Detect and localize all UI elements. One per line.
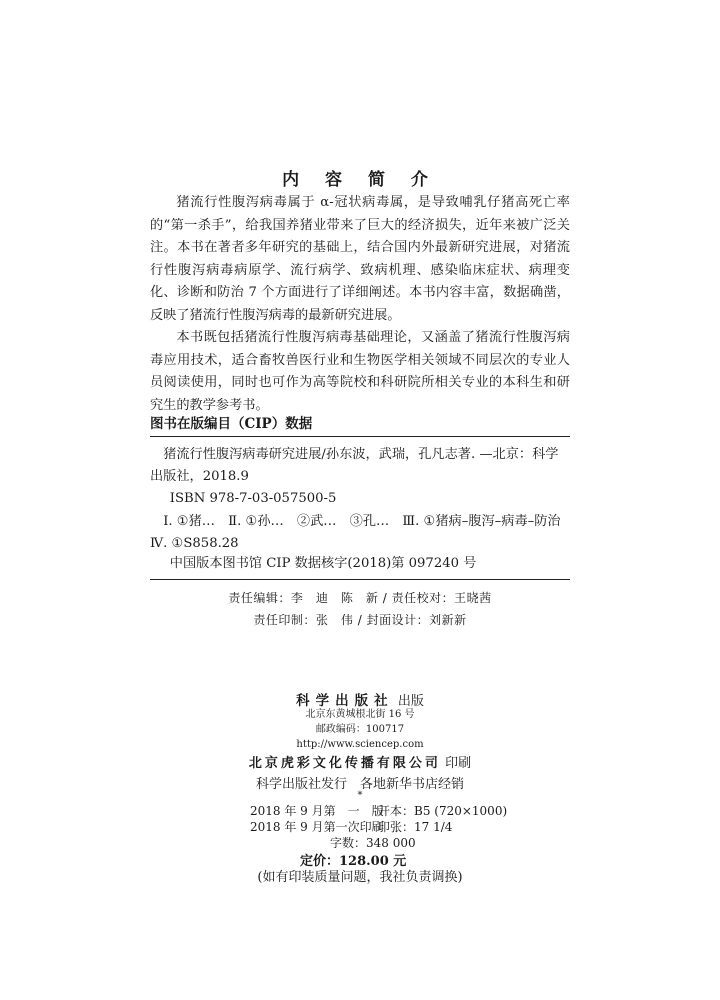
printing-info: 2018 年 9 月第一次印刷 (250, 820, 384, 834)
production-credits: 责任印制：张 伟 / 封面设计：刘新新 (253, 613, 467, 627)
editor-credits: 责任编辑：李 迪 陈 新 / 责任校对：王晓茜 (228, 591, 492, 605)
cip-description: 猪流行性腹泻病毒研究进展/孙东波，武瑞，孔凡志著. —北京：科学出版社，2018.9 (150, 447, 559, 484)
word-count: 字数：348 000 (330, 836, 416, 850)
sheets-info: 印张：17 1/4 (378, 820, 453, 834)
spec-row-1 (250, 803, 550, 819)
price-label: 定价： (300, 854, 340, 869)
summary-paragraph-1: 猪流行性腹泻病毒属于 α-冠状病毒属，是导致哺乳仔猪高死亡率的“第一杀手”，给我国养猪业带来了巨大的经济损失，近年来被广泛关注。本书在著者多年研究的基础上，结合国内外最新研究进展，对猪流行性腹泻病毒病原学、流行病学、致病机理、感染临床症状、病理变化、诊断和防治 7 个方面进行了详细阐述。本书内容丰富，数据确凿，反映了猪流行性腹泻病毒的最新研究进展。 (150, 195, 570, 323)
summary-body (150, 192, 570, 417)
cip-heading: 图书在版编目（CIP）数据 (150, 416, 313, 432)
printer-suffix: 印刷 (445, 756, 472, 771)
separator-star: * (357, 790, 363, 801)
quality-notice: (如有印装质量问题，我社负责调换) (257, 870, 463, 885)
cip-data-number: 中国版本图书馆 CIP 数据核字(2018)第 097240 号 (169, 556, 477, 571)
summary-paragraph-2: 本书既包括猪流行性腹泻病毒基础理论，又涵盖了猪流行性腹泻病毒应用技术，适合畜牧兽医行业和生物医学相关领域不同层次的专业人员阅读使用，同时也可作为高等院校和科研院所相关专业的本科生和研究生的教学参考书。 (150, 330, 570, 413)
format-info: 开本：B5 (720×1000) (378, 804, 508, 818)
cip-top-divider (150, 436, 570, 437)
publisher-name: 科学出版社 (296, 693, 394, 709)
cip-classification: Ⅰ. ①猪… Ⅱ. ①孙… ②武… ③孔… Ⅲ. ①猪病–腹泻–病毒–防治 Ⅳ. ①S858.28 (150, 514, 574, 551)
publisher-address: 北京东黄城根北街 16 号 (305, 709, 415, 720)
printer-line (0, 752, 720, 771)
cip-isbn: ISBN 978-7-03-057500-5 (169, 491, 337, 506)
postal-code: 邮政编码：100717 (315, 724, 405, 735)
summary-title: 内 容 简 介 (282, 170, 438, 190)
cip-bottom-divider (150, 579, 570, 580)
printer-name: 北京虎彩文化传播有限公司 (248, 756, 441, 771)
price-value: 128.00 元 (339, 854, 407, 869)
publisher-suffix: 出版 (397, 694, 424, 709)
distribution-line: 科学出版社发行 各地新华书店经销 (255, 777, 464, 792)
edition-info: 2018 年 9 月第 一 版 (250, 804, 384, 818)
publisher-line (0, 689, 720, 709)
spec-row-2 (250, 819, 550, 835)
publisher-website: http://www.sciencep.com (296, 739, 424, 750)
